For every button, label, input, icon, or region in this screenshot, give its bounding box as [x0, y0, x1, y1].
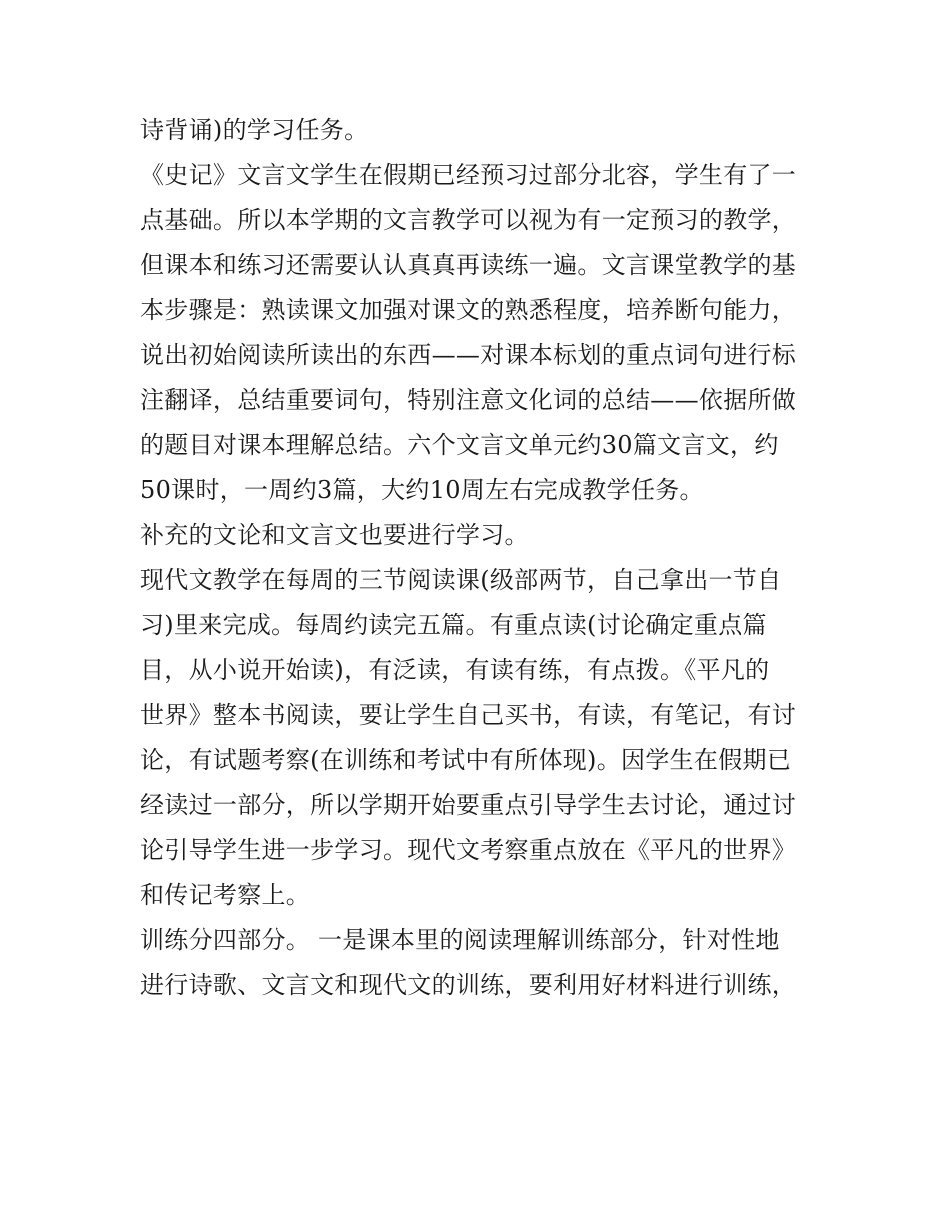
text-line: 进行诗歌、文言文和现代文的训练，要利用好材料进行训练，	[140, 971, 797, 999]
text-line: 论，有试题考察(在训练和考试中有所体现)。因学生在假期已	[140, 746, 792, 774]
text-line: 现代文教学在每周的三节阅读课(级部两节，自己拿出一节自	[140, 566, 782, 594]
text-line: 的题目对课本理解总结。六个文言文单元约30篇文言文，约	[140, 431, 779, 459]
body-text	[140, 108, 820, 1008]
text-line: 目，从小说开始读)，有泛读，有读有练，有点拨。《平凡的	[140, 656, 770, 684]
text-line: 说出初始阅读所读出的东西——对课本标划的重点词句进行标	[140, 341, 797, 369]
text-line: 注翻译，总结重要词句，特别注意文化词的总结——依据所做	[140, 386, 797, 414]
text-line: 世界》整本书阅读，要让学生自己买书，有读，有笔记，有讨	[140, 701, 797, 729]
text-line: 习)里来完成。每周约读完五篇。有重点读(讨论确定重点篇	[140, 611, 767, 639]
text-line: 本步骤是：熟读课文加强对课文的熟悉程度，培养断句能力，	[140, 296, 797, 324]
text-line: 但课本和练习还需要认认真真再读练一遍。文言课堂教学的基	[140, 251, 797, 279]
text-line: 50课时，一周约3篇，大约10周左右完成教学任务。	[140, 476, 704, 504]
text-line: 《史记》文言文学生在假期已经预习过部分北容，学生有了一	[140, 161, 797, 189]
text-line: 补充的文论和文言文也要进行学习。	[140, 521, 529, 549]
text-line: 论引导学生进一步学习。现代文考察重点放在《平凡的世界》	[140, 836, 797, 864]
text-line: 训练分四部分。 一是课本里的阅读理解训练部分，针对性地	[140, 926, 780, 954]
text-line: 和传记考察上。	[140, 881, 311, 909]
text-line: 点基础。所以本学期的文言教学可以视为有一定预习的教学，	[140, 206, 797, 234]
text-line: 经读过一部分，所以学期开始要重点引导学生去讨论，通过讨	[140, 791, 797, 819]
text-line: 诗背诵)的学习任务。	[140, 116, 369, 144]
